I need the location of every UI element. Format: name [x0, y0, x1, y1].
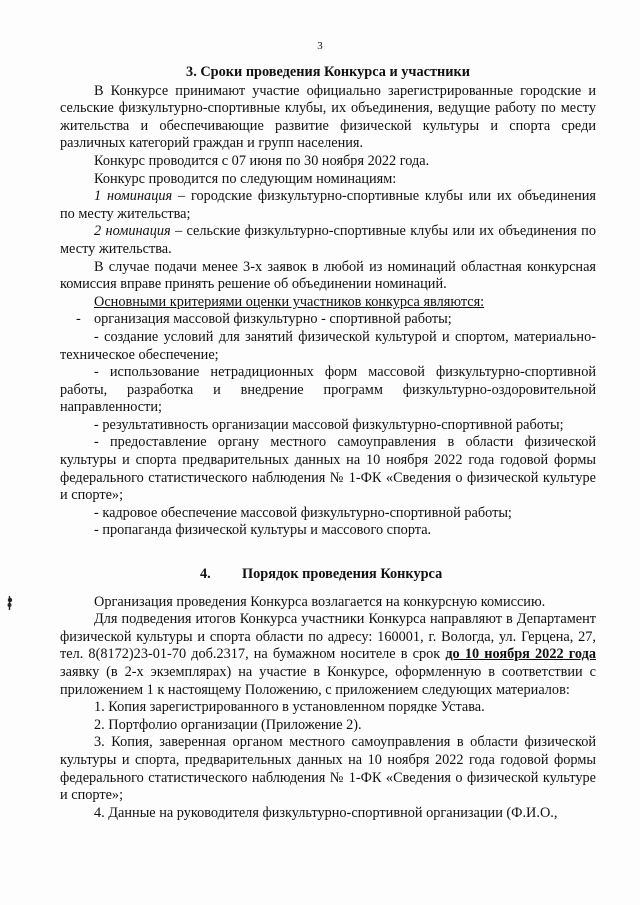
- criteria-item: - результативность организации массовой физкультурно-спортивной работы;: [94, 416, 564, 433]
- section-4-heading: [60, 566, 596, 584]
- criteria-item: - пропаганда физической культуры и массового спорта.: [94, 522, 432, 539]
- section-4-title: Порядок проведения Конкурса: [242, 566, 443, 583]
- criteria-item: - предоставление органу местного самоуправления в области физической культуры и спорта предварительных данных на 10 ноября 2022 года годовой формы федерального статистического наблюдения № 1-ФК «Сведения о физической культуре и спорте»;: [60, 434, 596, 504]
- section-3-paragraph-1: В Конкурсе принимают участие официально зарегистрированные городские и сельские физкультурно-спортивные клубы, их объединения, ведущие работу по месту жительства и обеспечивающие развитие физической культуры и спорта среди различных категорий граждан и групп населения.: [60, 82, 596, 152]
- nomination-2-label: 2 номинация: [94, 223, 171, 240]
- materials-item: 2. Портфолио организации (Приложение 2).: [94, 716, 362, 733]
- margin-mark: [6, 596, 14, 610]
- materials-item: 3. Копия, заверенная органом местного самоуправления в области физической культуры и спорта, предварительных данных на 10 ноября 2022 года годовой формы федерального статистического наблюдения № 1-ФК «Сведения о физической культуре и спорте»;: [60, 734, 596, 804]
- document-body: [60, 64, 596, 822]
- criteria-dash: -: [76, 311, 81, 328]
- criteria-heading-text: Основными критериями оценки участников конкурса являются:: [94, 293, 485, 310]
- section-4-number: 4.: [200, 566, 211, 583]
- section-3-heading: 3. Сроки проведения Конкурса и участники: [186, 64, 470, 80]
- nomination-1: [60, 188, 596, 223]
- deadline-date: до 10 ноября 2022 года: [445, 646, 596, 663]
- criteria-item: - кадровое обеспечение массовой физкультурно-спортивной работы;: [94, 504, 512, 521]
- nomination-1-text: – городские физкультурно-спортивные клубы или их объединения по месту жительства;: [60, 188, 596, 222]
- section-3-paragraph-2: Конкурс проводится с 07 июня по 30 ноября 2022 года.: [94, 152, 430, 169]
- criteria-item-text: организация массовой физкультурно - спортивной работы;: [94, 311, 452, 328]
- section-3-paragraph-4: В случае подачи менее 3-х заявок в любой из номинаций областная конкурсная комиссия вправе принять решение об объединении номинаций.: [60, 258, 596, 293]
- page-number: 3: [317, 40, 323, 52]
- section-4-paragraph-2-start: Для подведения итогов Конкурса участники Конкурса направляют в Департамент физической культуры и спорта области по адресу: 160001, г. Вологда, ул. Герцена, 27, тел. 8(8172)23-01-70 доб.2317, на бумажном носителе в срок: [60, 611, 596, 663]
- criteria-item: [60, 311, 596, 329]
- nomination-2: [60, 223, 596, 258]
- nomination-2-text: – сельские физкультурно-спортивные клубы или их объединения по месту жительства.: [60, 223, 596, 257]
- criteria-heading: [60, 294, 596, 312]
- section-4-paragraph-1: Организация проведения Конкурса возлагается на конкурсную комиссию.: [94, 593, 546, 610]
- section-4-paragraph-2: [60, 611, 596, 699]
- criteria-item: - создание условий для занятий физической культурой и спортом, материально-техническое обеспечение;: [60, 328, 596, 363]
- nomination-1-label: 1 номинация: [94, 188, 173, 205]
- materials-item: 1. Копия зарегистрированного в установленном порядке Устава.: [94, 699, 485, 716]
- section-4-paragraph-2-end: заявку (в 2-х экземплярах) на участие в Конкурсе, оформленную в соответствии с приложением 1 к настоящему Положению, с приложением следующих материалов:: [60, 664, 596, 698]
- materials-item: 4. Данные на руководителя физкультурно-спортивной организации (Ф.И.О.,: [94, 804, 558, 821]
- section-3-paragraph-3: Конкурс проводится по следующим номинациям:: [94, 170, 397, 187]
- criteria-item: - использование нетрадиционных форм массовой физкультурно-спортивной работы, разработка и внедрение программ физкультурно-оздоровительной направленности;: [60, 364, 596, 416]
